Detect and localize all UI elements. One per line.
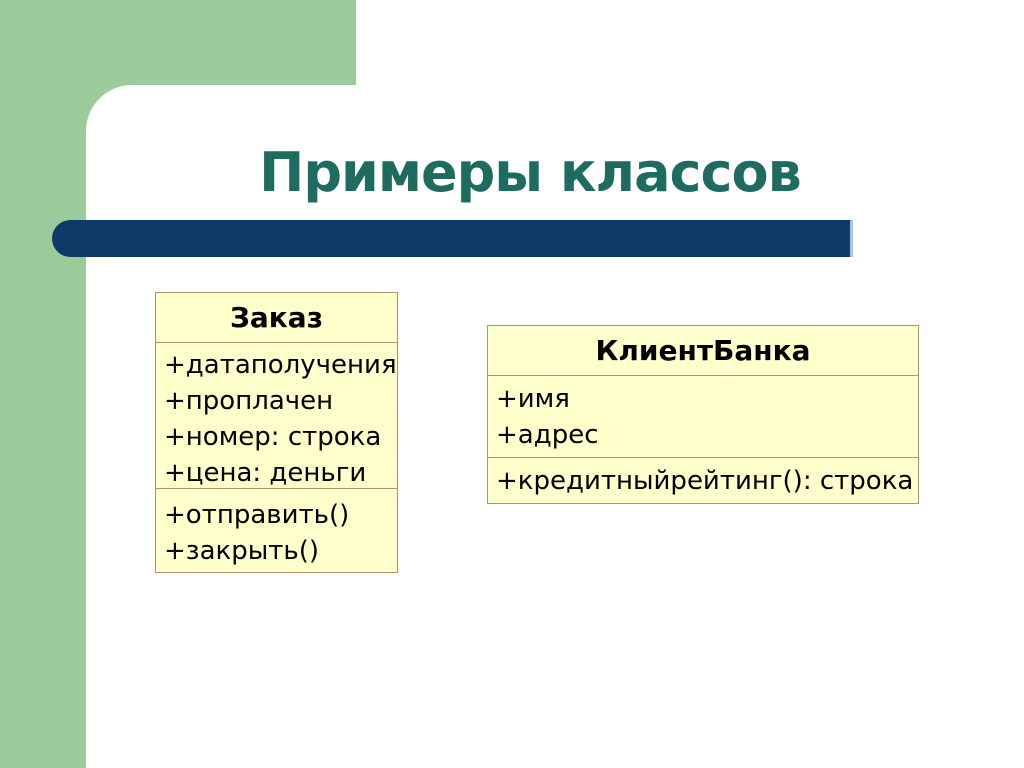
uml-class-bank-client (487, 325, 919, 504)
attribute-line: +адрес (496, 420, 599, 450)
slide-title: Примеры классов (259, 141, 801, 204)
operation-line: +закрыть() (164, 536, 320, 566)
attribute-line: +цена: деньги (164, 458, 367, 488)
operations-section (156, 489, 397, 573)
uml-class-order (155, 292, 398, 573)
attributes-section (156, 343, 397, 489)
green-left-sidebar (0, 0, 86, 768)
attribute-line: +имя (496, 384, 570, 414)
attributes-section (488, 376, 918, 458)
class-name: Заказ (156, 293, 397, 343)
title-underline-bar (52, 220, 853, 257)
operations-section (488, 458, 918, 504)
class-name: КлиентБанка (488, 326, 918, 376)
attribute-line: +проплачен (164, 386, 334, 416)
operation-line: +кредитныйрейтинг(): строка (496, 466, 914, 496)
attribute-line: +номер: строка (164, 422, 382, 452)
operation-line: +отправить() (164, 500, 350, 530)
attribute-line: +датаполучения (164, 350, 397, 380)
